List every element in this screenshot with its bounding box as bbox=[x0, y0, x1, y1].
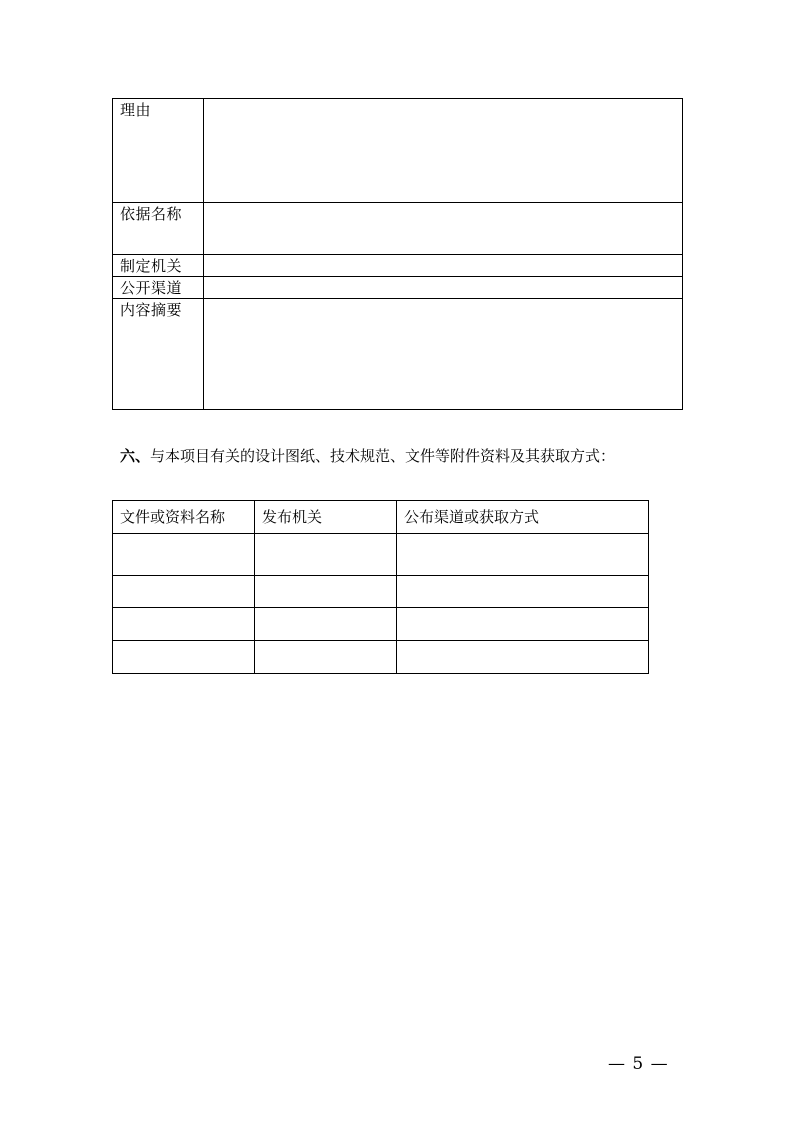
basis-table bbox=[112, 98, 683, 410]
row-label-public-channel: 公开渠道 bbox=[113, 277, 204, 299]
table-row bbox=[113, 203, 683, 255]
table-row bbox=[113, 534, 649, 576]
row-value-issuing-authority bbox=[204, 255, 683, 277]
table-row bbox=[113, 608, 649, 641]
table-row bbox=[113, 576, 649, 608]
table-cell bbox=[255, 641, 397, 674]
table-cell bbox=[113, 608, 255, 641]
page-number: — 5 — bbox=[608, 1054, 669, 1074]
table-row bbox=[113, 641, 649, 674]
table-cell bbox=[255, 534, 397, 576]
table-cell bbox=[397, 576, 649, 608]
table-cell bbox=[113, 641, 255, 674]
header-publication-channel: 公布渠道或获取方式 bbox=[397, 501, 649, 534]
row-label-issuing-authority: 制定机关 bbox=[113, 255, 204, 277]
table-header-row bbox=[113, 501, 649, 534]
documents-table bbox=[112, 500, 649, 674]
header-document-name: 文件或资料名称 bbox=[113, 501, 255, 534]
row-label-basis-name: 依据名称 bbox=[113, 203, 204, 255]
table-row bbox=[113, 99, 683, 203]
row-value-public-channel bbox=[204, 277, 683, 299]
table-cell bbox=[113, 576, 255, 608]
table-row bbox=[113, 299, 683, 410]
row-value-basis-name bbox=[204, 203, 683, 255]
table-cell bbox=[113, 534, 255, 576]
section-number: 六、 bbox=[120, 447, 151, 465]
section-text: 与本项目有关的设计图纸、技术规范、文件等附件资料及其获取方式： bbox=[150, 447, 616, 465]
table-cell bbox=[397, 641, 649, 674]
section-heading bbox=[120, 445, 615, 467]
row-label-content-summary: 内容摘要 bbox=[113, 299, 204, 410]
table-row bbox=[113, 255, 683, 277]
row-label-reason: 理由 bbox=[113, 99, 204, 203]
table-cell bbox=[255, 608, 397, 641]
table-cell bbox=[397, 608, 649, 641]
header-issuing-authority: 发布机关 bbox=[255, 501, 397, 534]
table-cell bbox=[255, 576, 397, 608]
row-value-content-summary bbox=[204, 299, 683, 410]
row-value-reason bbox=[204, 99, 683, 203]
table-row bbox=[113, 277, 683, 299]
table-cell bbox=[397, 534, 649, 576]
